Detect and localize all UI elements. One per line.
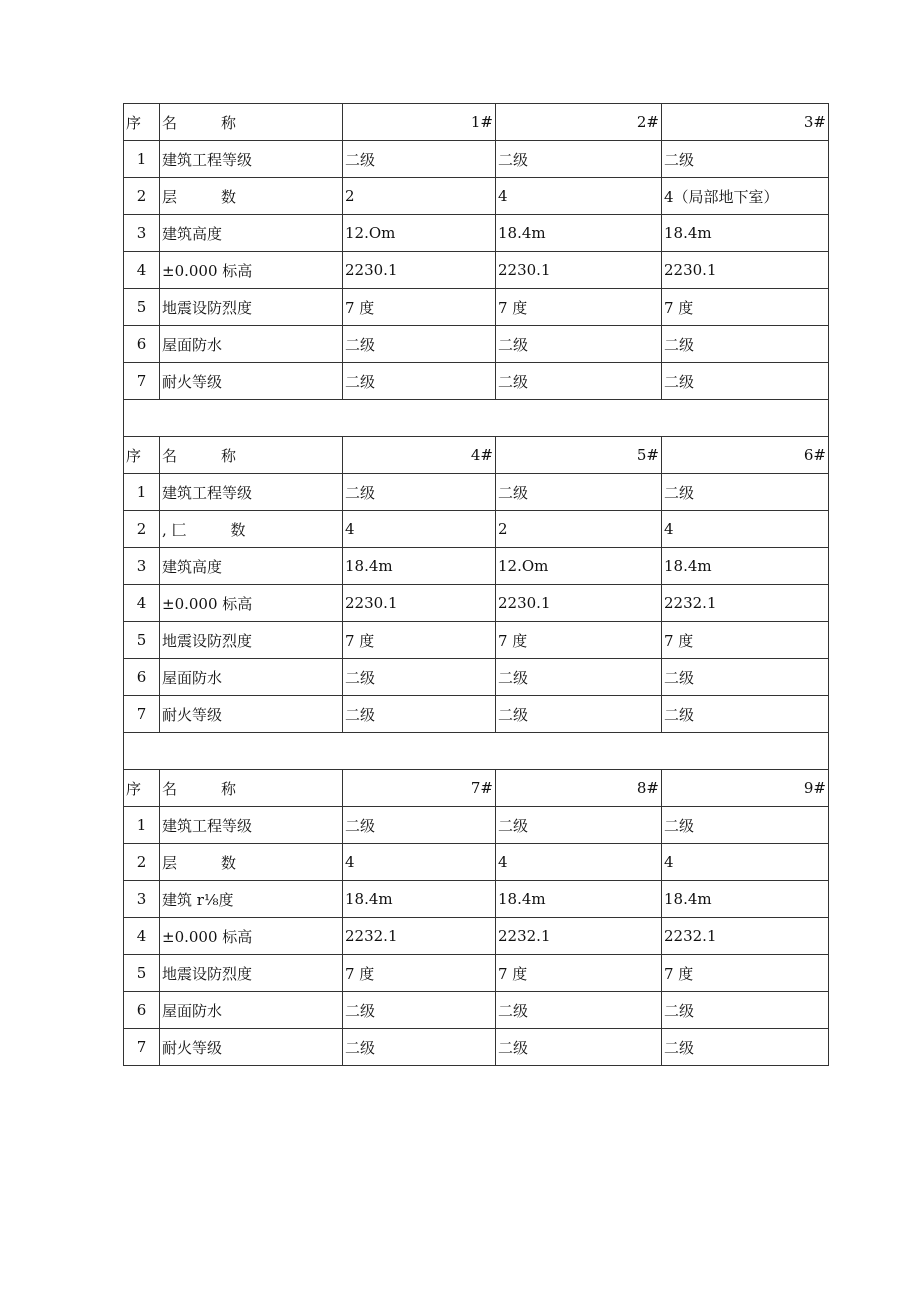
table-row — [124, 363, 829, 400]
table-separator-row — [124, 733, 829, 770]
row-name: 建筑工程等级 — [160, 141, 343, 178]
row-value: 18.4m — [343, 881, 496, 918]
row-value: 二级 — [662, 992, 829, 1029]
row-name: 建筑高度 — [160, 548, 343, 585]
building-header: 3# — [662, 104, 829, 141]
name-header-part-a: 名 — [162, 446, 178, 465]
row-value: 4 — [662, 844, 829, 881]
row-value: 7 度 — [662, 289, 829, 326]
row-value: 二级 — [496, 807, 662, 844]
table-row — [124, 585, 829, 622]
row-value: 2 — [343, 178, 496, 215]
name-header — [160, 770, 343, 807]
table-row — [124, 474, 829, 511]
row-value: 2232.1 — [496, 918, 662, 955]
table-separator-row — [124, 400, 829, 437]
row-value: 4 — [662, 511, 829, 548]
row-value: 2232.1 — [662, 585, 829, 622]
row-name-part-b: 数 — [230, 520, 246, 539]
table-row — [124, 252, 829, 289]
row-value: 二级 — [496, 141, 662, 178]
row-value: 二级 — [343, 141, 496, 178]
row-name: 屋面防水 — [160, 326, 343, 363]
row-seq: 7 — [124, 696, 160, 733]
row-name — [160, 511, 343, 548]
name-header-part-a: 名 — [162, 779, 178, 798]
row-value: 4 — [496, 844, 662, 881]
row-name-part-b: 数 — [221, 187, 237, 206]
row-value: 二级 — [343, 659, 496, 696]
row-value: 二级 — [662, 141, 829, 178]
building-header: 6# — [662, 437, 829, 474]
row-seq: 3 — [124, 881, 160, 918]
row-value: 18.4m — [496, 881, 662, 918]
row-value: 7 度 — [662, 622, 829, 659]
row-value: 7 度 — [496, 622, 662, 659]
table-header-row — [124, 104, 829, 141]
building-spec-table — [123, 103, 829, 1066]
row-name: 耐火等级 — [160, 1029, 343, 1066]
row-value: 12.Om — [343, 215, 496, 252]
row-value: 二级 — [343, 326, 496, 363]
row-value: 18.4m — [496, 215, 662, 252]
table-row — [124, 289, 829, 326]
building-header: 9# — [662, 770, 829, 807]
row-name-part-a: 层 — [162, 187, 178, 206]
name-header — [160, 437, 343, 474]
row-name: 地震设防烈度 — [160, 622, 343, 659]
table-row — [124, 215, 829, 252]
seq-header: 序 — [124, 104, 160, 141]
row-name-part-a: , 匚 — [162, 520, 187, 539]
row-seq: 6 — [124, 992, 160, 1029]
row-name: 建筑工程等级 — [160, 474, 343, 511]
name-header-part-b: 称 — [221, 779, 237, 798]
row-seq: 4 — [124, 252, 160, 289]
row-name: ±0.000 标高 — [160, 252, 343, 289]
row-value: 二级 — [662, 363, 829, 400]
row-value: 2230.1 — [343, 585, 496, 622]
row-name: 耐火等级 — [160, 696, 343, 733]
row-value: 2 — [496, 511, 662, 548]
row-seq: 4 — [124, 585, 160, 622]
row-seq: 2 — [124, 844, 160, 881]
row-value: 二级 — [662, 696, 829, 733]
row-value: 二级 — [343, 992, 496, 1029]
building-header: 1# — [343, 104, 496, 141]
row-value: 二级 — [496, 363, 662, 400]
building-header: 5# — [496, 437, 662, 474]
row-value: 7 度 — [662, 955, 829, 992]
row-seq: 2 — [124, 511, 160, 548]
row-seq: 1 — [124, 807, 160, 844]
row-seq: 3 — [124, 548, 160, 585]
row-value: 二级 — [662, 474, 829, 511]
row-value: 4 — [343, 511, 496, 548]
row-name: 屋面防水 — [160, 659, 343, 696]
row-seq: 6 — [124, 326, 160, 363]
row-name: ±0.000 标高 — [160, 585, 343, 622]
row-value: 二级 — [496, 992, 662, 1029]
row-value: 二级 — [662, 326, 829, 363]
row-value: 18.4m — [662, 215, 829, 252]
row-name — [160, 844, 343, 881]
row-seq: 3 — [124, 215, 160, 252]
row-value: 2232.1 — [662, 918, 829, 955]
building-header: 7# — [343, 770, 496, 807]
row-name: 地震设防烈度 — [160, 955, 343, 992]
name-header-part-b: 称 — [221, 446, 237, 465]
row-seq: 7 — [124, 1029, 160, 1066]
row-value: 18.4m — [662, 548, 829, 585]
table-header-row — [124, 437, 829, 474]
building-header: 4# — [343, 437, 496, 474]
row-seq: 1 — [124, 141, 160, 178]
table-row — [124, 918, 829, 955]
row-seq: 1 — [124, 474, 160, 511]
building-header: 8# — [496, 770, 662, 807]
table-row — [124, 696, 829, 733]
table-row — [124, 992, 829, 1029]
table-row — [124, 548, 829, 585]
row-value: 4 — [496, 178, 662, 215]
row-value: 4 — [343, 844, 496, 881]
row-value: 18.4m — [343, 548, 496, 585]
row-name: 屋面防水 — [160, 992, 343, 1029]
row-value: 2230.1 — [496, 585, 662, 622]
table-row — [124, 141, 829, 178]
row-value: 二级 — [662, 659, 829, 696]
name-header-part-b: 称 — [221, 113, 237, 132]
row-value: 4（局部地下室） — [662, 178, 829, 215]
row-value: 2230.1 — [343, 252, 496, 289]
row-name-part-a: 层 — [162, 853, 178, 872]
row-value: 7 度 — [343, 289, 496, 326]
row-value: 二级 — [496, 659, 662, 696]
row-value: 二级 — [662, 1029, 829, 1066]
table-body — [124, 104, 829, 1066]
row-seq: 6 — [124, 659, 160, 696]
row-value: 二级 — [343, 363, 496, 400]
row-value: 二级 — [343, 696, 496, 733]
name-header-part-a: 名 — [162, 113, 178, 132]
row-name: 建筑高度 — [160, 215, 343, 252]
table-row — [124, 844, 829, 881]
table-row — [124, 955, 829, 992]
table-row — [124, 807, 829, 844]
row-value: 二级 — [343, 474, 496, 511]
row-value: 二级 — [662, 807, 829, 844]
table-row — [124, 178, 829, 215]
row-name: ±0.000 标高 — [160, 918, 343, 955]
row-value: 2230.1 — [662, 252, 829, 289]
row-name: 建筑 r⅛度 — [160, 881, 343, 918]
seq-header: 序 — [124, 437, 160, 474]
table-row — [124, 659, 829, 696]
row-value: 二级 — [496, 696, 662, 733]
row-value: 18.4m — [662, 881, 829, 918]
table-row — [124, 326, 829, 363]
row-value: 2232.1 — [343, 918, 496, 955]
row-value: 2230.1 — [496, 252, 662, 289]
row-value: 12.Om — [496, 548, 662, 585]
row-seq: 5 — [124, 622, 160, 659]
name-header — [160, 104, 343, 141]
table-row — [124, 511, 829, 548]
row-name: 地震设防烈度 — [160, 289, 343, 326]
row-seq: 7 — [124, 363, 160, 400]
table-row — [124, 881, 829, 918]
row-value: 二级 — [343, 1029, 496, 1066]
separator-cell — [124, 733, 829, 770]
row-seq: 5 — [124, 289, 160, 326]
table-header-row — [124, 770, 829, 807]
row-value: 二级 — [496, 326, 662, 363]
building-header: 2# — [496, 104, 662, 141]
row-value: 7 度 — [343, 955, 496, 992]
row-name-part-b: 数 — [221, 853, 237, 872]
row-value: 7 度 — [343, 622, 496, 659]
row-seq: 4 — [124, 918, 160, 955]
seq-header: 序 — [124, 770, 160, 807]
table-row — [124, 622, 829, 659]
row-value: 二级 — [496, 474, 662, 511]
row-seq: 2 — [124, 178, 160, 215]
row-name: 耐火等级 — [160, 363, 343, 400]
row-value: 二级 — [343, 807, 496, 844]
row-seq: 5 — [124, 955, 160, 992]
row-value: 7 度 — [496, 955, 662, 992]
row-name — [160, 178, 343, 215]
row-name: 建筑工程等级 — [160, 807, 343, 844]
table-row — [124, 1029, 829, 1066]
row-value: 7 度 — [496, 289, 662, 326]
row-value: 二级 — [496, 1029, 662, 1066]
separator-cell — [124, 400, 829, 437]
